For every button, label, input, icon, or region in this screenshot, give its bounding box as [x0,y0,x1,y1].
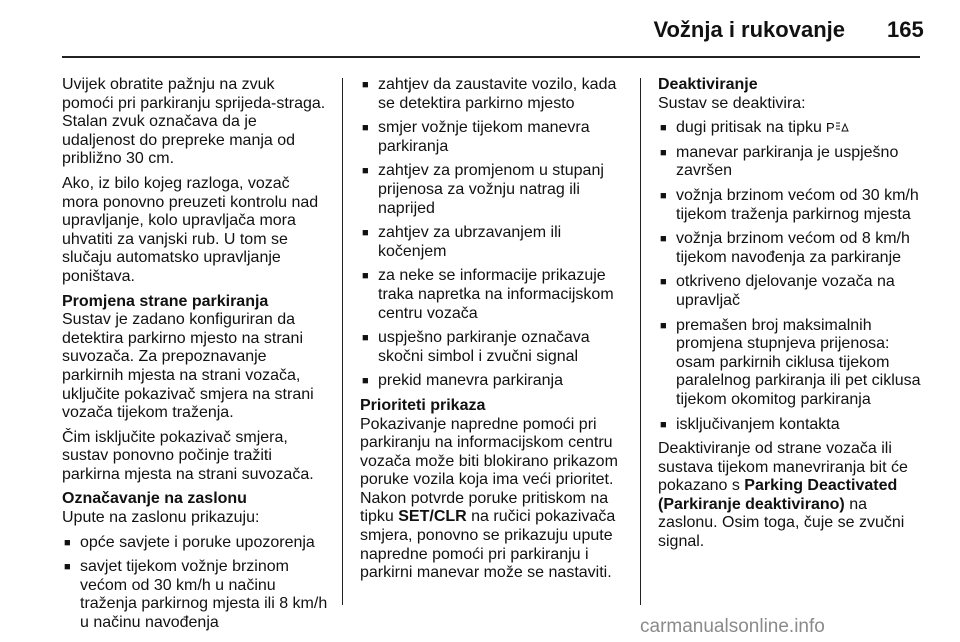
list-item: ■ smjer vožnje tijekom manevra parkiranja [362,119,590,155]
paragraph: Sustav je zadano konfiguriran da detektira parkirno mjesto na strani suvozača. Za prepoznavanje parkirnih mjesta na strani vozača, uključite pokazivač smjera na strani vozača tijekom traženja. [62,311,314,422]
bullet-icon: ■ [660,233,667,246]
list-item: ■ otkriveno djelovanje vozača na upravljač [660,273,895,309]
section-priorities [360,397,628,583]
parking-deactivated-label: Parking Deactivated (Parkiranje deaktivirano) [658,477,898,513]
list-item: ■ za neke se informacije prikazuje traka napretka na informacijskom centru vozača [362,267,614,322]
bullet-list [360,76,628,391]
bullet-icon: ■ [362,79,369,91]
list-item: ■ zahtjev za ubrzavanjem ili kočenjem [362,224,562,260]
list-item: ■ savjet tijekom vožnje brzinom većom od 30 km/h u načinu traženja parkirnog mjesta ili 8 km/h u načinu navođenja [64,558,328,632]
bullet-icon: ■ [362,375,369,388]
section-heading: Prioriteti prikaza [360,396,486,414]
list-item: ■ opće savjete i poruke upozorenja [64,533,315,551]
set-clr-label: SET/CLR [398,508,467,526]
list-item: ■ isključivanjem kontakta [660,415,840,433]
section-heading: Promjena strane parkiranja [62,292,269,310]
section-heading: Označavanje na zaslonu [62,490,247,508]
column-1 [62,76,330,639]
bullet-icon: ■ [660,189,667,202]
bullet-list [658,119,928,434]
bullet-icon: ■ [362,227,369,240]
list-item: ■ premašen broj maksimalnih promjena stupnjeva prijenosa: osam parkirnih ciklusa tijekom paralelnog parkiranja ili pet ciklusa tijekom okomitog parkiranja [660,316,921,408]
svg-text:P: P [826,120,834,135]
paragraph: Pokazivanje napredne pomoći pri parkiranju na informacijskom centru vozača može biti blokirano prikazom poruke vozila koja ima veći prioritet. Nakon potvrde poruke pritiskom na tipku SET/CLR na ručici pokazivača smjera, ponovno se prikazuju upute napredne pomoći pri parkiranju i parkirni manevar može se nastaviti. [360,415,618,582]
section-display [62,490,330,632]
paragraph: Upute na zaslonu prikazuju: [62,509,260,527]
bullet-icon: ■ [660,276,667,289]
paragraph: Uvijek obratite pažnju na zvuk pomoći pri parkiranju sprijeda-straga. Stalan zvuk označava da je udaljenost do prepreke manja od približno 30 cm. [62,76,326,168]
bullet-icon: ■ [660,418,667,431]
list-item: ■ zahtjev za promjenom u stupanj prijenosa za vožnju natrag ili naprijed [362,162,604,217]
bullet-icon: ■ [660,146,667,159]
section-parking-side [62,293,330,485]
list-item: ■ prekid manevra parkiranja [362,372,563,390]
column-3 [658,76,928,558]
paragraph: Čim isključite pokazivač smjera, sustav ponovno počinje tražiti parkirna mjesta na strani suvozača. [62,428,314,483]
page-number: 165 [887,17,924,42]
bullet-icon: ■ [362,122,369,135]
paragraph: Sustav se deaktivira: [658,94,806,112]
bullet-icon: ■ [660,122,667,135]
parking-assist-button-icon [826,119,850,138]
watermark: carmanualsonline.info [640,616,825,637]
bullet-icon: ■ [64,536,71,549]
bullet-icon: ■ [362,332,369,345]
list-item: ■ zahtjev da zaustavite vozilo, kada se detektira parkirno mjesto [362,76,617,112]
list-item: ■ uspješno parkiranje označava skočni simbol i zvučni signal [362,329,590,365]
bullet-icon: ■ [64,561,71,574]
list-item: ■ vožnja brzinom većom od 8 km/h tijekom navođenja za parkiranje [660,230,910,266]
column-2 [360,76,628,589]
header-rule [62,56,920,58]
bullet-icon: ■ [362,165,369,178]
column-divider-2 [640,78,641,605]
section-heading: Deaktiviranje [658,76,758,93]
bullet-icon: ■ [660,319,667,332]
list-item: ■ manevar parkiranja je uspješno završen [660,143,899,180]
bullet-list [62,534,330,633]
paragraph: Deaktiviranje od strane vozača ili sustava tijekom manevriranja bit će pokazano s Parking Deactivated (Parkiranje deaktivirano) na zaslonu. Osim toga, čuje se zvučni signal. [658,440,908,551]
bullet-icon: ■ [362,270,369,283]
page-header [0,0,960,62]
column-divider-1 [342,78,343,605]
chapter-title: Vožnja i rukovanje [653,17,845,42]
list-item: ■ dugi pritisak na tipku P [658,119,928,138]
paragraph: Ako, iz bilo kojeg razloga, vozač mora ponovno preuzeti kontrolu nad upravljanje, kolo upravljača mora uhvatiti za vanjski rub. U tom se slučaju automatsko upravljanje poništava. [62,174,319,285]
list-item: ■ vožnja brzinom većom od 30 km/h tijekom traženja parkirnog mjesta [660,186,919,223]
